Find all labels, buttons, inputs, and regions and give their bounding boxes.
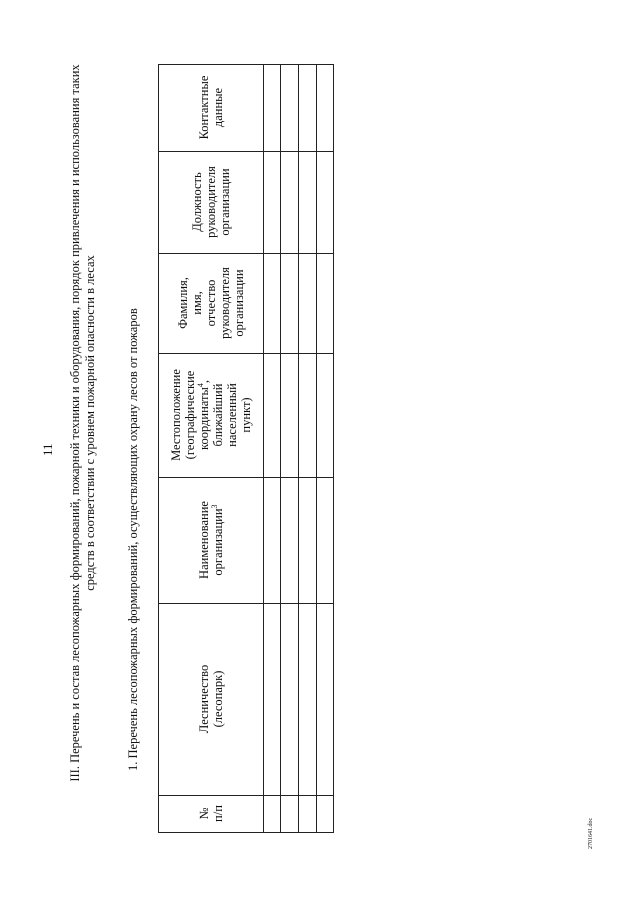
header-head-name-text: Фамилия, имя, отчество руководителя организации — [175, 267, 246, 339]
header-organization-label: Наименование организации — [196, 501, 225, 579]
header-organization-text — [197, 501, 225, 579]
subsection-heading: 1. Перечень лесопожарных формирований, осуществляющих охрану лесов от пожаров — [126, 308, 140, 771]
header-number-text: № п/п — [196, 805, 225, 822]
header-cell-forestry — [158, 603, 263, 795]
header-row-divider — [263, 64, 264, 832]
row-divider — [316, 64, 317, 832]
header-location-tail: , ближайший населенный пункт) — [196, 380, 253, 447]
header-cell-head-position — [158, 151, 263, 253]
header-cell-number — [158, 795, 263, 832]
document-reference: 2701641.doc — [588, 817, 594, 849]
header-location-text — [169, 369, 253, 461]
header-contacts-text: Контактные данные — [196, 75, 225, 140]
section-heading: III. Перечень и состав лесопожарных формирований, пожарной техники и оборудования, порядок привлечения и использования таких средств в соответствии с уровнем пожарной опасности в лесах — [68, 64, 97, 782]
header-location-label: Местоположение (географические координаты — [168, 369, 211, 461]
header-cell-location — [158, 353, 263, 477]
header-cell-head-name — [158, 253, 263, 353]
footnote-mark: 4 — [195, 383, 205, 388]
header-head-position-text: Должность руководителя организации — [189, 166, 232, 238]
table-border-bottom — [158, 832, 334, 833]
table-border-right — [333, 64, 334, 832]
header-cell-contacts — [158, 64, 263, 151]
footnote-mark: 3 — [209, 504, 219, 509]
page-number: 11 — [40, 443, 55, 456]
row-divider — [298, 64, 299, 832]
header-forestry-text: Лесничество (лесопарк) — [196, 664, 225, 734]
row-divider — [280, 64, 281, 832]
header-cell-organization — [158, 477, 263, 603]
